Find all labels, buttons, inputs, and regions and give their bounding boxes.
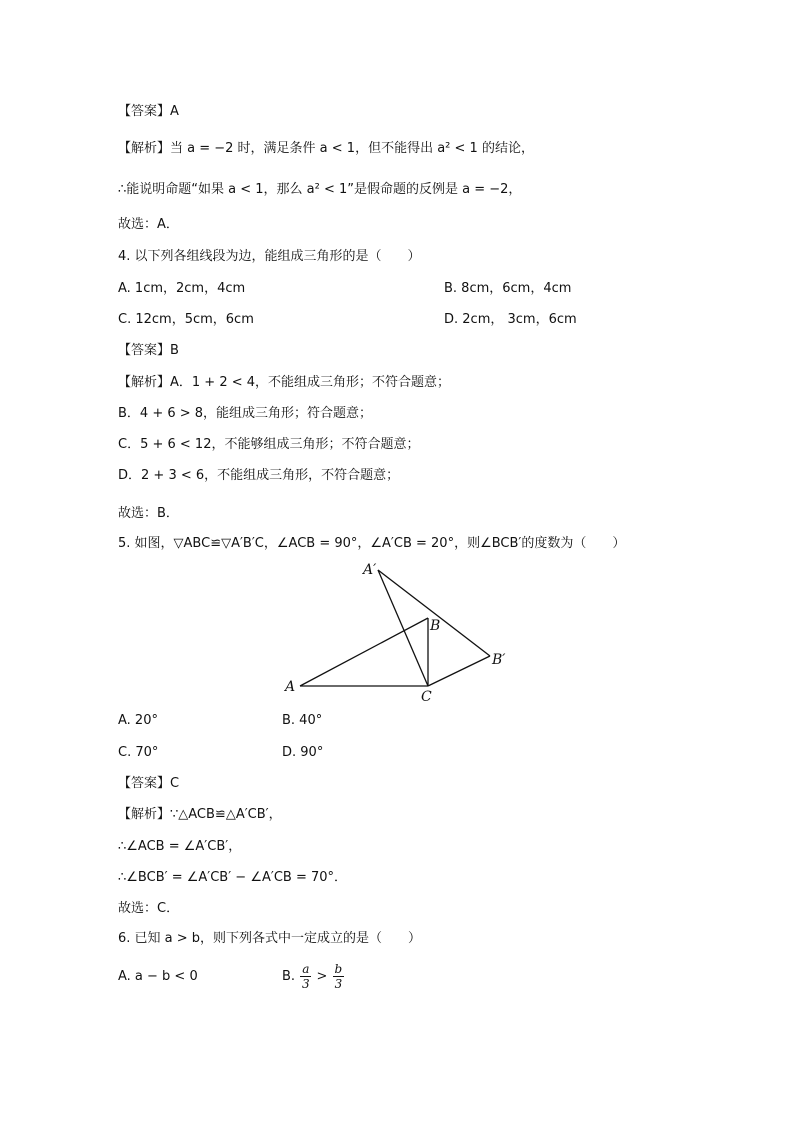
q4-conclusion: 故选：B． (118, 506, 179, 521)
q5-question: 5. 如图，▽ABC≌▽A′B′C，∠ACB = 90°，∠A′CB = 20°，则∠BCB′的度数为（ ） (118, 536, 626, 551)
q3-analysis-line-1: 【解析】当 a = −2 时，满足条件 a < 1，但不能得出 a² < 1 的结论， (118, 141, 534, 156)
q5-option-b: B. 40° (282, 713, 323, 728)
q4-option-a: A. 1cm，2cm，4cm (118, 281, 246, 296)
q6-option-b-label: B. (282, 969, 296, 984)
q6-question: 6. 已知 a > b，则下列各式中一定成立的是（ ） (118, 931, 422, 946)
q5-conclusion: 故选：C． (118, 901, 180, 916)
fraction-denominator: 3 (334, 977, 343, 991)
label-c: C (421, 689, 432, 705)
q4-question: 4. 以下列各组线段为边，能组成三角形的是（ ） (118, 249, 421, 264)
label-b: B (430, 618, 441, 634)
q4-option-c: C. 12cm，5cm，6cm (118, 312, 254, 327)
q5-option-a: A. 20° (118, 713, 158, 728)
greater-than-sign: > (316, 969, 328, 984)
q5-analysis-line-2: ∴∠ACB = ∠A′CB′， (118, 839, 242, 854)
q3-analysis-line-2: ∴能说明命题“如果 a < 1，那么 a² < 1”是假命题的反例是 a = −2， (118, 182, 522, 197)
q6-option-b (282, 958, 345, 996)
segment-c-bprime (428, 656, 490, 686)
q5-option-d: D. 90° (282, 745, 324, 760)
segment-aprime-bprime (378, 570, 490, 656)
q6-option-b-left-fraction (300, 962, 311, 991)
segment-a-b (300, 618, 428, 686)
label-a-prime: A′ (363, 562, 377, 578)
q3-conclusion: 故选：A． (118, 217, 179, 232)
q4-option-d: D. 2cm， 3cm，6cm (444, 312, 577, 327)
fraction-numerator: b (334, 962, 343, 976)
q4-option-b: B. 8cm，6cm，4cm (444, 281, 572, 296)
q4-analysis-line-4: D．2 + 3 < 6，不能组成三角形，不符合题意； (118, 468, 400, 483)
q4-analysis-line-2: B．4 + 6 > 8，能组成三角形；符合题意； (118, 406, 373, 421)
q4-answer: 【答案】B (118, 343, 179, 358)
segment-aprime-c (378, 570, 428, 686)
q4-analysis-line-3: C．5 + 6 < 12，不能够组成三角形；不符合题意； (118, 437, 420, 452)
label-a: A (285, 679, 296, 695)
fraction-numerator: a (302, 962, 310, 976)
q5-option-c: C. 70° (118, 745, 159, 760)
q6-option-a: A. a − b < 0 (118, 969, 198, 984)
triangle-figure (0, 558, 794, 708)
q5-analysis-line-1: 【解析】∵△ACB≌△A′CB′， (118, 807, 282, 822)
q5-analysis-line-3: ∴∠BCB′ = ∠A′CB′ − ∠A′CB = 70°． (118, 870, 348, 885)
q3-answer: 【答案】A (118, 104, 179, 119)
q6-option-b-right-fraction (333, 962, 345, 991)
fraction-denominator: 3 (301, 977, 310, 991)
q4-analysis-line-1: 【解析】A．1 + 2 < 4，不能组成三角形；不符合题意； (118, 375, 451, 390)
q5-answer: 【答案】C (118, 776, 180, 791)
label-b-prime: B′ (492, 652, 506, 668)
